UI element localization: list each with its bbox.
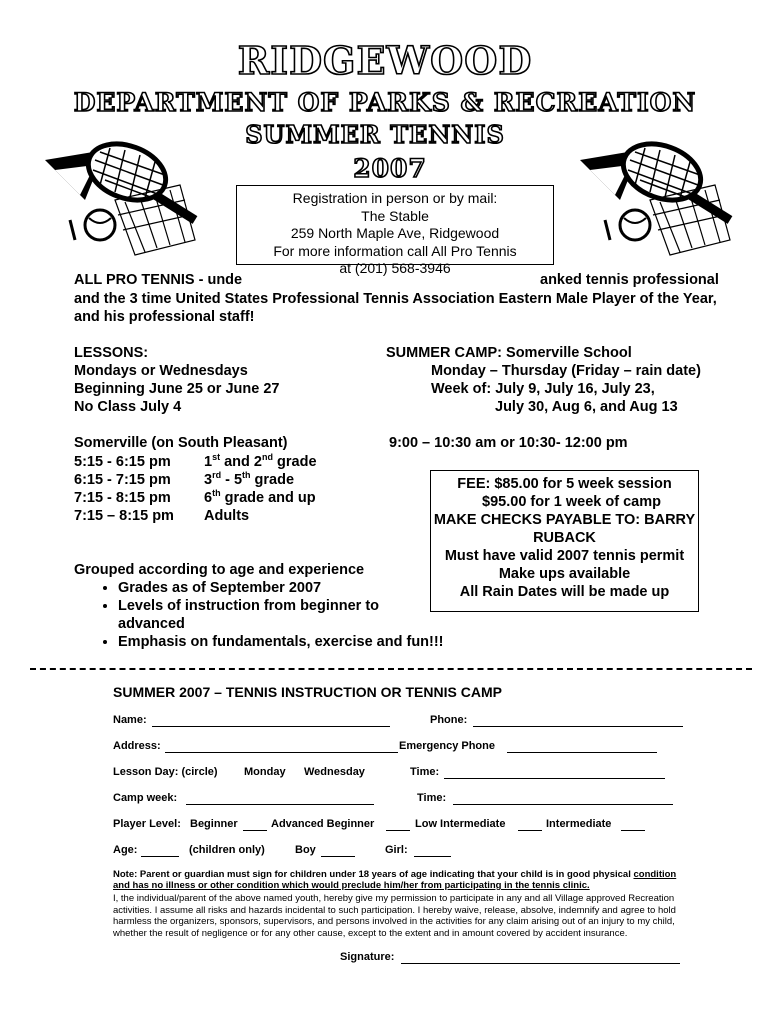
schedule-time: 5:15 - 6:15 pm (74, 454, 171, 470)
title-ridgewood: RIDGEWOOD (237, 38, 533, 83)
registration-line: 259 North Maple Ave, Ridgewood (290, 225, 500, 241)
phone-field[interactable] (473, 714, 683, 727)
cut-line (30, 668, 752, 670)
boy-field[interactable] (321, 844, 355, 857)
player-level-label: Player Level: (113, 818, 181, 830)
fee-box (430, 470, 699, 612)
emergency-phone-label: Emergency Phone (399, 740, 495, 752)
lessons-heading: LESSONS: (74, 345, 149, 361)
lesson-day-label: Lesson Day: (circle) (113, 766, 218, 778)
intro-line1-left: ALL PRO TENNIS - unde (74, 272, 243, 288)
registration-box (236, 185, 554, 276)
schedule-grade: and 2 (220, 454, 262, 470)
schedule-time: 7:15 - 8:15 pm (74, 490, 171, 506)
form-title: SUMMER 2007 – TENNIS INSTRUCTION OR TENNIS CAMP (113, 684, 502, 700)
list-item: • Levels of instruction from beginner to advanced (118, 597, 404, 633)
age-label: Age: (113, 844, 138, 856)
boy-label: Boy (295, 844, 316, 856)
waiver-text: I, the individual/parent of the above named youth, hereby give my permission to participate in any and all Village approved Recreation activities. I assume all risks and hazards incidental to such participation. I hereby waive, release, absolve, indemnify and agree to hold harmless the organizers, sponsors, supervisors, and persons involved in the activities for any claim arising out of an injury to my child, whether the result of negligence or for any other cause, except to the extent and in amount covered by accident insurance. (113, 893, 676, 939)
parent-note-text: Note: Parent or guardian must sign for children under 18 years of age indicating that your child is in good physical (113, 869, 634, 880)
level-low-intermediate-field[interactable] (518, 818, 542, 831)
signature-label: Signature: (340, 951, 395, 963)
level-beginner-field[interactable] (243, 818, 267, 831)
lessons-begin: Beginning June 25 or June 27 (74, 381, 280, 397)
camp-heading: SUMMER CAMP: Somerville School (386, 345, 632, 361)
age-field[interactable] (141, 844, 179, 857)
registration-line: For more information call All Pro Tennis (273, 242, 517, 259)
schedule-time: 7:15 – 8:15 pm (74, 508, 174, 524)
intro-line2: and the 3 time United States Professional Tennis Association Eastern Male Player of the Year, (74, 291, 717, 307)
list-item: • Grades as of September 2007 (118, 579, 404, 597)
signature-field[interactable] (401, 951, 680, 964)
tennis-racket-icon (45, 140, 205, 260)
level-intermediate-field[interactable] (621, 818, 645, 831)
ordinal-suffix: rd (212, 470, 222, 481)
ordinal-suffix: th (212, 488, 221, 499)
parent-note (113, 869, 713, 891)
title-year: 2007 (353, 154, 427, 183)
tennis-racket-icon (580, 140, 740, 260)
schedule-row (74, 507, 249, 525)
ordinal-suffix: th (242, 470, 251, 481)
parent-note-text: and has no illness or other condition which would preclude him/her from participating in the tennis clinic. (113, 880, 590, 891)
ordinal-suffix: nd (262, 452, 273, 463)
emergency-phone-field[interactable] (507, 740, 657, 753)
schedule-grade: grade and up (220, 490, 316, 506)
level-beginner: Beginner (190, 818, 238, 830)
schedule-grade: grade (273, 454, 317, 470)
level-intermediate: Intermediate (546, 818, 612, 830)
camp-times: 9:00 – 10:30 am or 10:30- 12:00 pm (389, 435, 628, 451)
grouping-heading: Grouped according to age and experience (74, 562, 365, 578)
intro-line3: and his professional staff! (74, 309, 255, 325)
name-field[interactable] (152, 714, 390, 727)
lesson-day-wednesday[interactable]: Wednesday (304, 766, 365, 778)
schedule-time: 6:15 - 7:15 pm (74, 472, 171, 488)
level-advanced-beginner-field[interactable] (386, 818, 410, 831)
schedule-grade: grade (250, 472, 295, 488)
schedule-row (74, 489, 316, 507)
address-label: Address: (113, 740, 161, 752)
raindate-note: All Rain Dates will be made up (459, 584, 670, 600)
title-summer-tennis: SUMMER TENNIS (245, 120, 505, 149)
schedule-row (74, 453, 317, 471)
girl-label: Girl: (385, 844, 408, 856)
phone-label: Phone: (430, 714, 468, 726)
schedule-grade: 6 (204, 490, 213, 506)
lesson-time-field[interactable] (444, 766, 665, 779)
address-field[interactable] (165, 740, 398, 753)
schedule-grade: 1 (204, 454, 213, 470)
camp-days: Monday – Thursday (Friday – rain date) (431, 363, 701, 379)
title-department: DEPARTMENT OF PARKS & RECREATION (73, 88, 697, 117)
schedule-row (74, 471, 294, 489)
permit-note: Must have valid 2007 tennis permit (444, 548, 685, 564)
fee-line: $95.00 for 1 week of camp (482, 494, 661, 510)
registration-line: The Stable (361, 207, 429, 224)
lesson-day-monday[interactable]: Monday (244, 766, 286, 778)
name-label: Name: (113, 714, 147, 726)
registration-line: Registration in person or by mail: (292, 190, 498, 206)
schedule-grade: Adults (204, 508, 250, 524)
schedule-grade: - 5 (221, 472, 243, 488)
intro-line1-right: anked tennis professional (540, 272, 719, 288)
level-low-intermediate: Low Intermediate (415, 818, 506, 830)
level-advanced-beginner: Advanced Beginner (271, 818, 375, 830)
ordinal-suffix: st (212, 452, 221, 463)
camp-week-label: Camp week: (113, 792, 178, 804)
camp-week-field[interactable] (186, 792, 374, 805)
grouping-list (94, 579, 444, 651)
camp-weeks: Week of: July 9, July 16, July 23, (431, 381, 655, 397)
checks-payable: MAKE CHECKS PAYABLE TO: BARRY (433, 512, 696, 528)
registration-line: at (201) 568-3946 (339, 260, 451, 276)
camp-weeks: July 30, Aug 6, and Aug 13 (495, 399, 678, 415)
girl-field[interactable] (414, 844, 451, 857)
children-only-note: (children only) (189, 844, 265, 856)
fee-line: FEE: $85.00 for 5 week session (457, 476, 672, 492)
camp-time-label: Time: (417, 792, 447, 804)
schedule-grade: 3 (204, 472, 213, 488)
list-item: • Emphasis on fundamentals, exercise and fun!!! (118, 633, 404, 651)
lessons-location: Somerville (on South Pleasant) (74, 435, 288, 451)
makeups-note: Make ups available (498, 566, 631, 582)
lessons-days: Mondays or Wednesdays (74, 363, 248, 379)
parent-note-text: condition (633, 869, 677, 880)
lesson-time-label: Time: (410, 766, 440, 778)
camp-time-field[interactable] (453, 792, 673, 805)
checks-payable: RUBACK (533, 530, 596, 546)
lessons-no-class: No Class July 4 (74, 399, 182, 415)
